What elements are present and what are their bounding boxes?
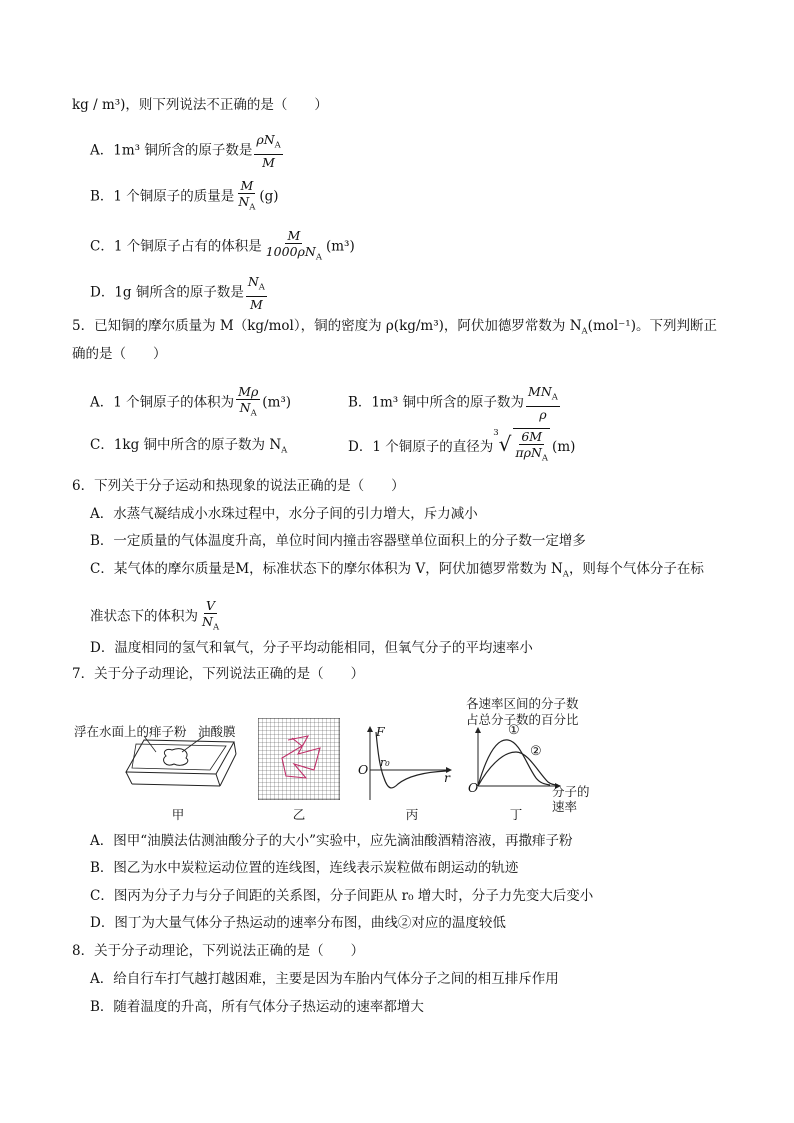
caption-jia: 甲 [171,807,185,822]
q7-option-d: D．图丁为大量气体分子热运动的速率分布图，曲线②对应的温度较低 [90,915,506,931]
ding-xlabel-2: 速率 [552,799,578,814]
q6-option-d: D．温度相同的氢气和氧气，分子平均动能相同，但氧气分子的平均速率小 [90,640,533,656]
ding-xlabel-1: 分子的 [552,784,590,799]
q5-option-d: D．1 个铜原子的直径为$^3$√ $\frac{6M}{\pi\rho N_A}$ (m) [348,428,575,467]
figure-jia [74,722,249,802]
bing-label-o: O [358,762,369,777]
q8-option-b: B．随着温度的升高，所有气体分子热运动的速率都增大 [90,999,424,1015]
jia-label-film: 油酸膜 [198,724,236,739]
q4-option-d: D．1g 铜所含的原子数是 $\frac{N_A}{M}$ [90,274,265,312]
figure-yi [258,718,340,800]
bing-label-r: r [444,770,450,785]
q5-option-c: C．1kg 铜中所含的原子数为 $N_A$ [90,437,288,456]
q5-option-b: B．1m³ 铜中所含的原子数为 $\frac{MN_A}{\rho}$ [348,384,558,422]
ding-curve1-label: ① [508,723,520,738]
q4-option-c: C．1 个铜原子占有的体积是 $\frac{M}{1000\rho N_A}$ (m³) [90,228,355,263]
q8-stem: 8．关于分子动理论，下列说法正确的是（ ） [72,943,365,959]
q7-stem: 7．关于分子动理论，下列说法正确的是（ ） [72,666,365,682]
ding-curve2-label: ② [530,744,542,759]
jia-label-powder: 浮在水面上的痱子粉 [74,724,187,739]
bing-label-r0: r₀ [380,756,390,769]
figure-bing [356,724,456,804]
q4-option-a: A．1m³ 铜所含的原子数是 $\frac{\rho N_A}{M}$ [90,132,281,170]
caption-yi: 乙 [292,807,306,822]
q6-option-b: B．一定质量的气体温度升高，单位时间内撞击容器壁单位面积上的分子数一定增多 [90,533,586,549]
q6-stem: 6．下列关于分子运动和热现象的说法正确的是（ ） [72,478,405,494]
q7-option-a: A．图甲“油膜法估测油酸分子的大小”实验中，应先滴油酸酒精溶液，再撒痱子粉 [90,833,573,849]
ding-title-line2: 占总分子数的百分比 [466,712,579,727]
figure-ding [462,694,612,812]
q6-option-c-line1: C．某气体的摩尔质量是M，标准状态下的摩尔体积为 V，阿伏加德罗常数为 $N_A$，则每个气体分子在标 [90,561,704,580]
q7-option-b: B．图乙为水中炭粒运动位置的连线图，连线表示炭粒做布朗运动的轨迹 [90,860,519,876]
q4-option-b: B．1 个铜原子的质量是 $\frac{M}{N_A}$ (g) [90,178,279,213]
q6-option-a: A．水蒸气凝结成小水珠过程中，水分子间的引力增大，斥力减小 [90,506,478,522]
q4-stem-tail: kg / m³)，则下列说法不正确的是（ ） [72,97,328,113]
caption-ding: 丁 [509,807,523,822]
q5-stem-line2: 确的是（ ） [72,346,167,362]
q5-option-a: A．1 个铜原子的体积为 $\frac{M\rho}{N_A}$ (m³) [90,384,292,419]
q6-option-c-line2: 准状态下的体积为 $\frac{V}{N_A}$ [90,598,220,633]
q8-option-a: A．给自行车打气越打越困难，主要是因为车胎内气体分子之间的相互排斥作用 [90,971,559,987]
q7-option-c: C．图丙为分子力与分子间距的关系图，分子间距从 r₀ 增大时，分子力先变大后变小 [90,888,594,904]
caption-bing: 丙 [405,807,419,822]
ding-label-o: O [468,780,479,795]
bing-label-f: F [376,724,385,739]
q5-stem-line1: 5．已知铜的摩尔质量为 M（kg/mol），铜的密度为 ρ(kg/m³)，阿伏加德罗常数为 $N_A(mol^{-1})$。下列判断正 [72,318,717,337]
ding-title-line1: 各速率区间的分子数 [466,696,579,711]
